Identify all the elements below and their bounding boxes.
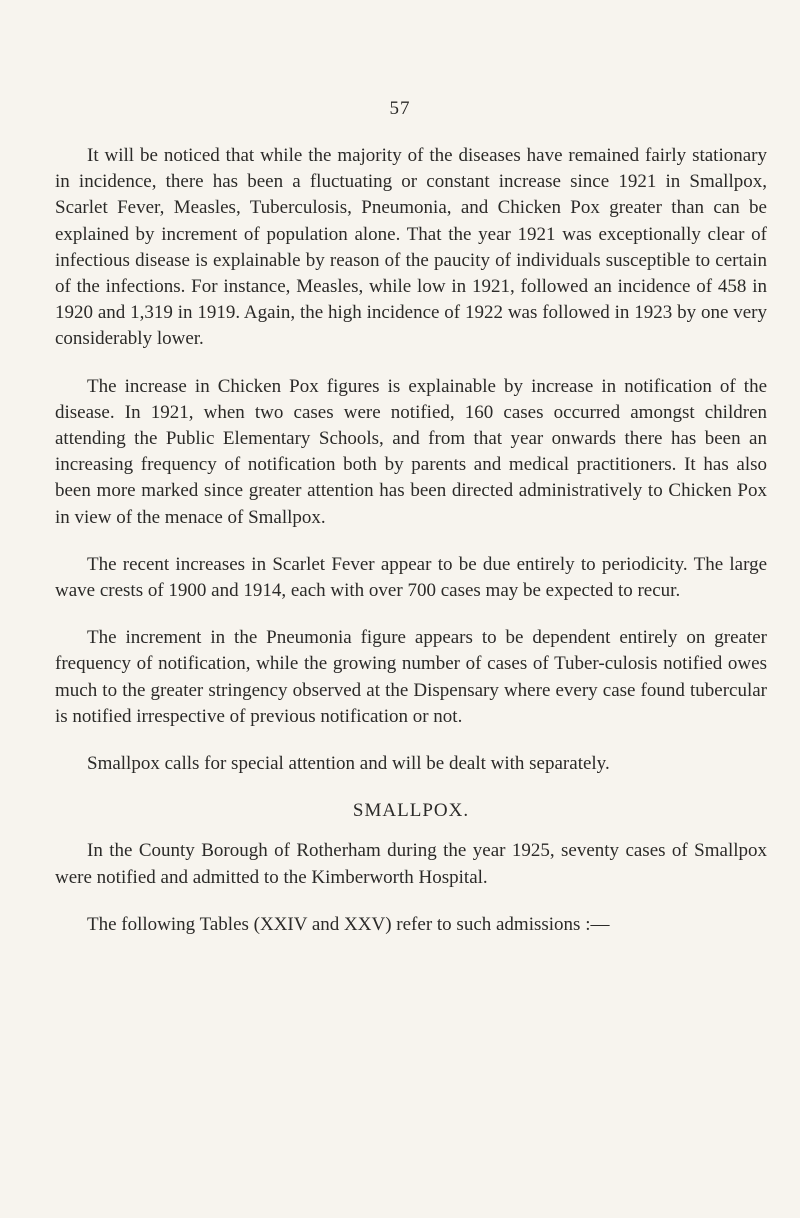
paragraph-pneumonia-tuberculosis: The increment in the Pneumonia figure appears to be dependent entirely on greater frequency of notification, while the growing number of cases of Tuber-culosis notified owes much to the greater stringency observed at the Dispensary where every case found tubercular is notified irrespective of previous notification or not. — [55, 627, 767, 727]
section-heading-smallpox: SMALLPOX. — [352, 800, 470, 822]
paragraph-smallpox-cases: In the County Borough of Rotherham during the year 1925, seventy cases of Smallpox were notified and admitted to the Kimberworth Hospital. — [55, 840, 767, 888]
paragraph-tables-reference: The following Tables (XXIV and XXV) refer to such admissions :— — [87, 913, 610, 935]
paragraph-scarlet-fever: The recent increases in Scarlet Fever appear to be due entirely to periodicity. The large wave crests of 1900 and 1914, each with over 700 cases may be expected to recur. — [55, 553, 767, 602]
paragraph-chicken-pox: The increase in Chicken Pox figures is explainable by increase in notification of the disease. In 1921, when two cases were notified, 160 cases occurred amongst children attending the Public Elementary Schools, and from that year onwards there has been an increasing frequency of notification both by parents and medical practitioners. It has also been more marked since greater attention has been directed administratively to Chicken Pox in view of the menace of Smallpox. — [55, 375, 767, 528]
page-number: 57 — [389, 98, 411, 119]
paragraph-disease-incidence: It will be noticed that while the majority of the diseases have remained fairly stationary in incidence, there has been a fluctuating or constant increase since 1921 in Smallpox, Scarlet Fever, Measles, Tuberculosis, Pneumonia, and Chicken Pox greater than can be explained by increment of population alone. That the year 1921 was exceptionally clear of infectious disease is explainable by reason of the paucity of individuals susceptible to certain of the infections. For instance, Measles, while low in 1921, followed an incidence of 458 in 1920 and 1,319 in 1919. Again, the high incidence of 1922 was followed in 1923 by one very considerably lower. — [55, 145, 767, 350]
paragraph-smallpox-note: Smallpox calls for special attention and will be dealt with separately. — [87, 753, 610, 775]
body-text — [55, 143, 767, 959]
